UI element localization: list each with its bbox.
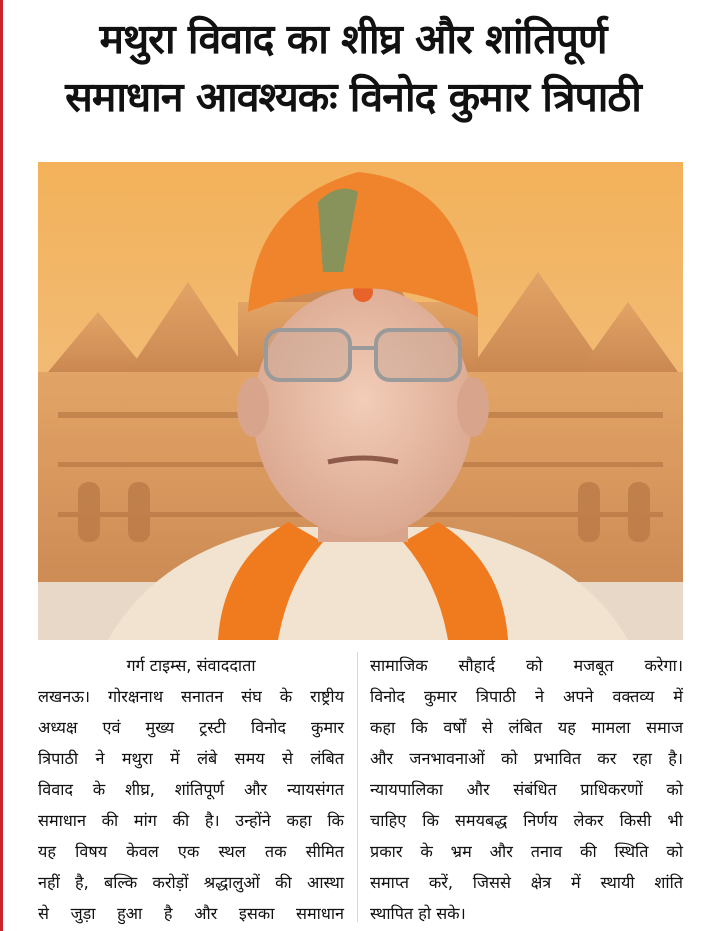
body-line: प्रकार के भ्रम और तनाव की स्थिति को [370,842,683,861]
body-line: त्रिपाठी ने मथुरा में लंबे समय से लंबित [38,749,344,768]
portrait-illustration [38,162,683,640]
body-line: अध्यक्ष एवं मुख्य ट्रस्टी विनोद कुमार [38,718,344,737]
byline: गर्ग टाइम्स, संवाददाता [126,656,256,675]
article-photo [38,162,683,640]
headline-line-1: मथुरा विवाद का शीघ्र और शांतिपूर्ण [99,15,607,63]
left-margin-rule [0,0,3,931]
body-line: कहा कि वर्षों से लंबित यह मामला समाज [370,718,683,737]
body-line-last: स्थापित हो सके। [370,904,466,923]
article-column-right [370,650,683,929]
body-line: लखनऊ। गोरक्षनाथ सनातन संघ के राष्ट्रीय [38,687,344,706]
body-line: न्यायपालिका और संबंधित प्राधिकरणों को [370,780,683,799]
body-line: यह विषय केवल एक स्थल तक सीमित [38,842,344,861]
body-line: समाप्त करें, जिससे क्षेत्र में स्थायी शांति [370,873,683,892]
body-line: चाहिए कि समयबद्ध निर्णय लेकर किसी भी [370,811,683,830]
body-line: विनोद कुमार त्रिपाठी ने अपने वक्तव्य में [370,687,683,706]
column-divider [357,652,358,922]
body-line: समाधान की मांग की है। उन्होंने कहा कि [38,811,344,830]
body-line: और जनभावनाओं को प्रभावित कर रहा है। [370,749,683,768]
body-line: से जुड़ा हुआ है और इसका समाधान [38,904,344,923]
body-line: सामाजिक सौहार्द को मजबूत करेगा। [370,656,683,675]
body-line: नहीं है, बल्कि करोड़ों श्रद्धालुओं की आस्था [38,873,344,892]
headline [14,10,692,126]
article-column-left [38,650,344,929]
body-line: विवाद के शीघ्र, शांतिपूर्ण और न्यायसंगत [38,780,344,799]
headline-line-2: समाधान आवश्यकः विनोद कुमार त्रिपाठी [65,73,641,121]
